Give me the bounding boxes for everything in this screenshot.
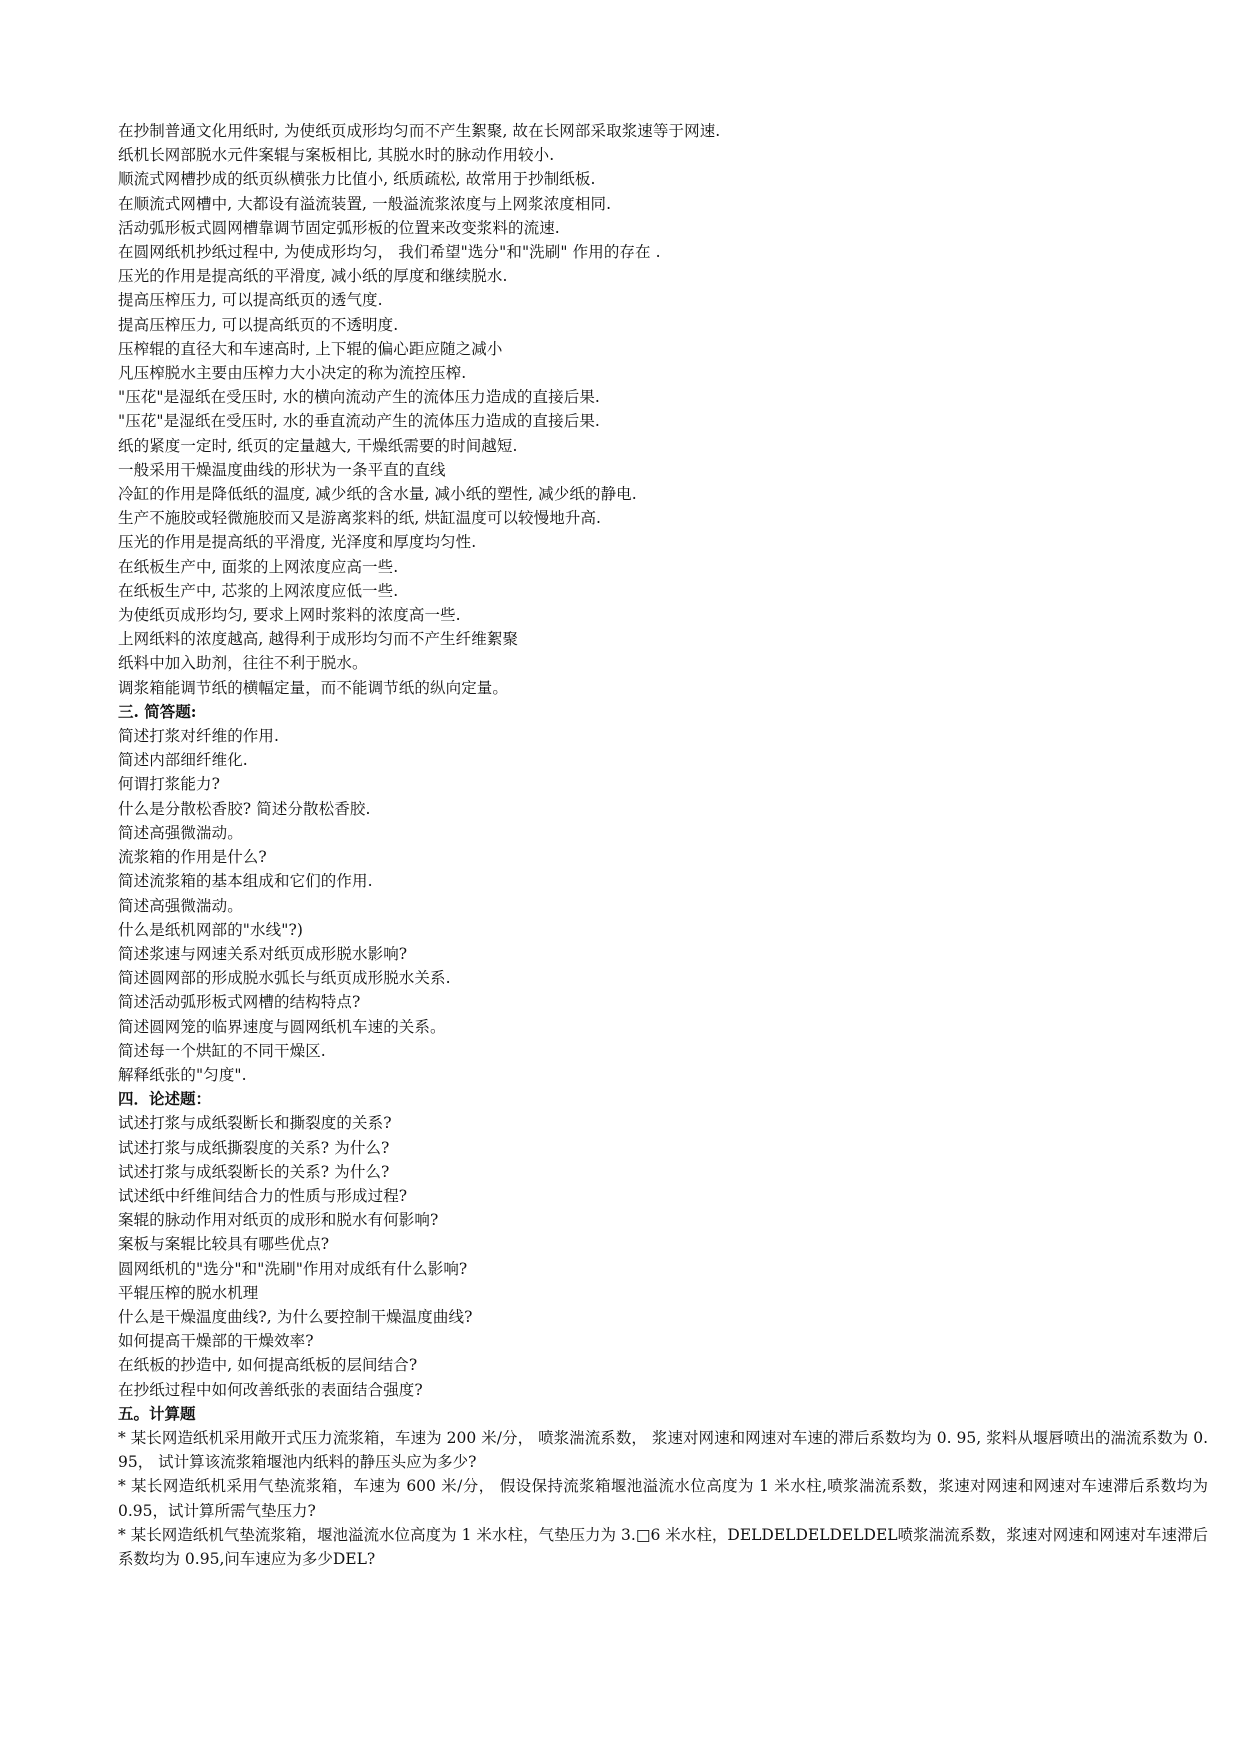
document-page (118, 119, 1208, 1571)
judgement-item: 活动弧形板式圆网槽靠调节固定弧形板的位置来改变浆料的流速. (118, 218, 560, 237)
question-item: 简述内部细纤维化. (118, 751, 248, 770)
judgement-item: 提高压榨压力, 可以提高纸页的透气度. (118, 291, 383, 310)
section-heading: 三. 简答题: (118, 701, 197, 721)
calculation-problem: * 某长网造纸机采用气垫流浆箱，车速为 600 米/分， 假设保持流浆箱堰池溢流水位高度为 1 米水柱,喷浆湍流系数，浆速对网速和网速对车速滞后系数均为 0.95，试计算所需气垫压力? (118, 1477, 1208, 1520)
question-item: 案板与案辊比较具有哪些优点? (118, 1235, 330, 1254)
question-item: 在纸板的抄造中, 如何提高纸板的层间结合? (118, 1356, 418, 1375)
question-item: 如何提高干燥部的干燥效率? (118, 1332, 314, 1351)
question-item: 试述纸中纤维间结合力的性质与形成过程? (118, 1186, 408, 1205)
question-item: 试述打浆与成纸裂断长和撕裂度的关系? (118, 1114, 392, 1133)
judgement-item: 纸的紧度一定时, 纸页的定量越大, 干燥纸需要的时间越短. (118, 436, 518, 455)
calculation-problem: * 某长网造纸机采用敞开式压力流浆箱，车速为 200 米/分， 喷浆湍流系数， 浆速对网速和网速对车速的滞后系数均为 0. 95, 浆料从堰唇喷出的湍流系数为 0. 95， 试计算该流浆箱堰池内纸料的静压头应为多少? (118, 1428, 1208, 1472)
judgement-item: 上网纸料的浓度越高, 越得利于成形均匀而不产生纤维絮聚 (118, 630, 519, 649)
question-item: 解释纸张的"匀度". (118, 1065, 247, 1084)
judgement-item: 在纸板生产中, 芯浆的上网浓度应低一些. (118, 581, 399, 600)
judgement-item: 为使纸页成形均匀, 要求上网时浆料的浓度高一些. (118, 606, 461, 625)
judgement-item: 在圆网纸机抄纸过程中, 为使成形均匀， 我们希望"选分"和"洗刷" 作用的存在 . (118, 243, 661, 262)
question-item: 流浆箱的作用是什么? (118, 848, 267, 867)
essay-section (118, 1087, 1208, 1402)
calculation-section (118, 1402, 1208, 1571)
judgement-section (118, 119, 1208, 700)
question-item: 什么是干燥温度曲线?, 为什么要控制干燥温度曲线? (118, 1307, 473, 1326)
judgement-item: 压光的作用是提高纸的平滑度, 减小纸的厚度和继续脱水. (118, 267, 508, 286)
judgement-item: 在抄制普通文化用纸时, 为使纸页成形均匀而不产生絮聚, 故在长网部采取浆速等于网速. (118, 122, 721, 140)
question-item: 简述高强微湍动。 (118, 896, 243, 915)
judgement-item: 调浆箱能调节纸的横幅定量，而不能调节纸的纵向定量。 (118, 678, 509, 697)
question-item: 试述打浆与成纸撕裂度的关系? 为什么? (118, 1138, 390, 1157)
question-item: 简述每一个烘缸的不同干燥区. (118, 1041, 326, 1060)
question-item: 简述活动弧形板式网槽的结构特点? (118, 993, 361, 1012)
question-item: 简述流浆箱的基本组成和它们的作用. (118, 872, 373, 891)
judgement-item: 在纸板生产中, 面浆的上网浓度应高一些. (118, 557, 399, 576)
question-item: 什么是纸机网部的"水线"?) (118, 920, 304, 939)
judgement-item: 顺流式网槽抄成的纸页纵横张力比值小, 纸质疏松, 故常用于抄制纸板. (118, 170, 596, 189)
judgement-item: 纸料中加入助剂，往往不利于脱水。 (118, 654, 368, 673)
judgement-item: 生产不施胶或轻微施胶而又是游离浆料的纸, 烘缸温度可以较慢地升高. (118, 509, 602, 528)
question-item: 简述高强微湍动。 (118, 823, 243, 842)
question-item: 试述打浆与成纸裂断长的关系? 为什么? (118, 1162, 390, 1181)
section-heading: 五。计算题 (118, 1403, 196, 1423)
judgement-item: "压花"是湿纸在受压时, 水的垂直流动产生的流体压力造成的直接后果. (118, 412, 600, 431)
question-item: 案辊的脉动作用对纸页的成形和脱水有何影响? (118, 1211, 439, 1230)
question-item: 平辊压榨的脱水机理 (118, 1283, 259, 1302)
question-item: 简述打浆对纤维的作用. (118, 727, 280, 746)
calculation-problem: * 某长网造纸机气垫流浆箱，堰池溢流水位高度为 1 米水柱，气垫压力为 3.□6 米水柱，DELDELDELDELDEL喷浆湍流系数，浆速对网速和网速对车速滞后系数均为 0.95,问车速应为多少DEL? (118, 1525, 1208, 1568)
question-item: 什么是分散松香胶? 简述分散松香胶. (118, 799, 371, 818)
judgement-item: 在顺流式网槽中, 大都设有溢流装置, 一般溢流浆浓度与上网浆浓度相同. (118, 194, 612, 213)
question-item: 简述浆速与网速关系对纸页成形脱水影响? (118, 944, 408, 963)
question-item: 在抄纸过程中如何改善纸张的表面结合强度? (118, 1380, 423, 1399)
judgement-item: "压花"是湿纸在受压时, 水的横向流动产生的流体压力造成的直接后果. (118, 388, 600, 407)
judgement-item: 压榨辊的直径大和车速高时, 上下辊的偏心距应随之减小 (118, 339, 503, 358)
judgement-item: 凡压榨脱水主要由压榨力大小决定的称为流控压榨. (118, 364, 467, 383)
judgement-item: 压光的作用是提高纸的平滑度, 光泽度和厚度均匀性. (118, 533, 477, 552)
judgement-item: 提高压榨压力, 可以提高纸页的不透明度. (118, 315, 399, 334)
judgement-item: 纸机长网部脱水元件案辊与案板相比, 其脱水时的脉动作用较小. (118, 146, 555, 165)
judgement-item: 冷缸的作用是降低纸的温度, 减少纸的含水量, 减小纸的塑性, 减少纸的静电. (118, 485, 637, 504)
section-heading: 四．论述题： (118, 1089, 212, 1109)
short-answer-section (118, 700, 1208, 1087)
question-item: 圆网纸机的"选分"和"洗刷"作用对成纸有什么影响? (118, 1259, 468, 1278)
judgement-item: 一般采用干燥温度曲线的形状为一条平直的直线 (118, 460, 446, 479)
question-item: 简述圆网部的形成脱水弧长与纸页成形脱水关系. (118, 969, 451, 988)
question-item: 何谓打浆能力? (118, 775, 221, 794)
question-item: 简述圆网笼的临界速度与圆网纸机车速的关系。 (118, 1017, 446, 1036)
